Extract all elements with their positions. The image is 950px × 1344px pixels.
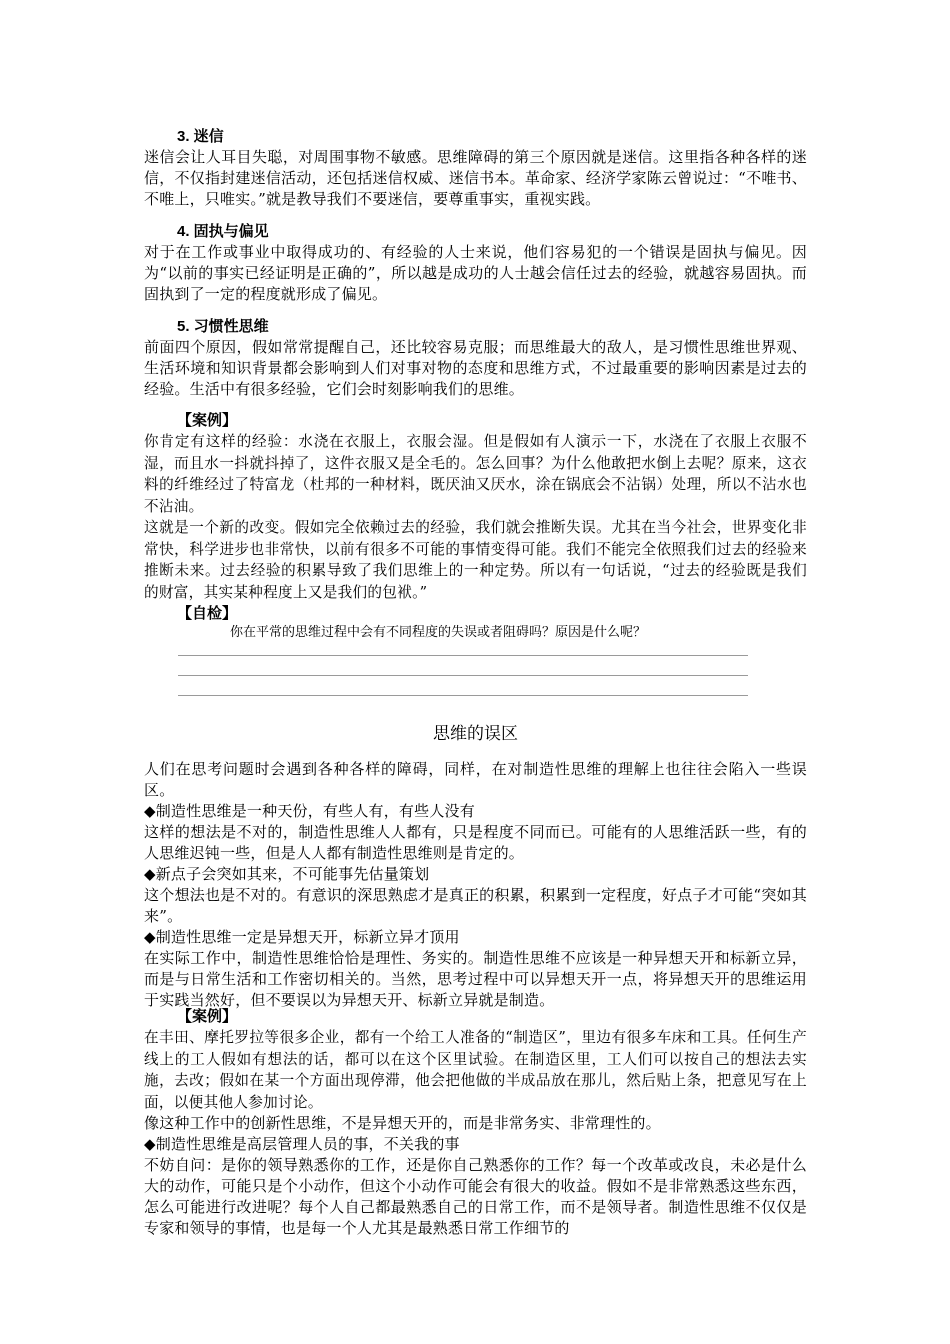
case-study-2 (144, 1006, 807, 1239)
section-heading: 4. 固执与偏见 (177, 223, 269, 240)
intro-paragraph: 人们在思考问题时会遇到各种各样的障碍，同样，在对制造性思维的理解上也往往会陷入一些误区。 (144, 760, 807, 799)
myth-explanation: 这个想法也是不对的。有意识的深思熟虑才是真正的积累，积累到一定程度，好点子才可能“突如其来”。 (144, 886, 807, 925)
section-heading: 3. 迷信 (177, 128, 224, 145)
case-paragraph-1: 你肯定有这样的经验：水浇在衣服上，衣服会湿。但是假如有人演示一下，水浇在了衣服上衣服不湿，而且水一抖就抖掉了，这件衣服又是全毛的。怎么回事？为什么他敢把水倒上去呢？原来，这衣料的纤维经过了特富龙（杜邦的一种材料，既厌油又厌水，涂在锅底会不沾锅）处理，所以不沾水也不沾油。 (144, 433, 807, 515)
self-check-label: 【自检】 (177, 605, 238, 622)
section-title: 思维的误区 (433, 724, 518, 743)
section-habitual-thinking (144, 316, 807, 400)
answer-line-1[interactable] (178, 655, 748, 656)
section-body: 迷信会让人耳目失聪，对周围事物不敏感。思维障碍的第三个原因就是迷信。这里指各种各样的迷信，不仅指封建迷信活动，还包括迷信权威、迷信书本。革命家、经济学家陈云曾说过：“不唯书、不唯上，只唯实。”就是教导我们不要迷信，要尊重事实，重视实践。 (144, 148, 807, 208)
case-paragraph: 在丰田、摩托罗拉等很多企业，都有一个给工人准备的“制造区”，里边有很多车床和工具。任何生产线上的工人假如有想法的话，都可以在这个区里试验。在制造区里，工人们可以按自己的想法去实施，去改；假如在某一个方面出现停滞，他会把他做的半成品放在那儿，然后贴上条，把意见写在上面，以便其他人参加讨论。 (144, 1029, 807, 1111)
case-paragraph-2: 这就是一个新的改变。假如完全依赖过去的经验，我们就会推断失误。尤其在当今社会，世界变化非常快，科学进步也非常快，以前有很多不可能的事情变得可能。我们不能完全依照我们过去的经验来推断未来。过去经验的积累导致了我们思维上的一种定势。所以有一句话说，“过去的经验既是我们的财富，其实某种程度上又是我们的包袱。” (144, 519, 807, 601)
section-stubbornness (144, 221, 807, 305)
myth-explanation: 不妨自问：是你的领导熟悉你的工作，还是你自己熟悉你的工作？每一个改革或改良，未必是什么大的动作，可能只是个小动作，但这个小动作可能会有很大的收益。假如不是非常熟悉这些东西，怎么可能进行改进呢？每个人自己都最熟悉自己的日常工作，而不是领导者。制造性思维不仅仅是专家和领导的事情，也是每一个人尤其是最熟悉日常工作细节的 (144, 1156, 807, 1237)
myth-explanation: 这样的想法是不对的，制造性思维人人都有，只是程度不同而已。可能有的人思维活跃一些，有的人思维迟钝一些，但是人人都有制造性思维则是肯定的。 (144, 823, 807, 862)
case-label: 【案例】 (177, 412, 238, 429)
myth-claim: ◆制造性思维是一种天份，有些人有，有些人没有 (144, 802, 475, 820)
case-label: 【案例】 (177, 1008, 238, 1025)
section-body: 对于在工作或事业中取得成功的、有经验的人士来说，他们容易犯的一个错误是固执与偏见。因为“以前的事实已经证明是正确的”，所以越是成功的人士越会信任过去的经验，就越容易固执。而固执到了一定的程度就形成了偏见。 (144, 243, 807, 303)
answer-line-3[interactable] (178, 695, 748, 696)
myth-claim: ◆新点子会突如其来，不可能事先估量策划 (144, 865, 430, 883)
myth-claim: ◆制造性思维是高层管理人员的事，不关我的事 (144, 1135, 460, 1153)
myths-section (144, 759, 807, 1011)
case-study-1 (144, 410, 807, 603)
section-heading: 5. 习惯性思维 (177, 318, 269, 335)
section-superstition (144, 126, 807, 210)
self-check-question: 你在平常的思维过程中会有不同程度的失误或者阻碍吗？原因是什么呢？ (230, 625, 647, 640)
after-case-paragraph: 像这种工作中的创新性思维，不是异想天开的，而是非常务实、非常理性的。 (144, 1114, 661, 1132)
section-body: 前面四个原因，假如常常提醒自己，还比较容易克服；而思维最大的敌人，是习惯性思维世界观、生活环境和知识背景都会影响到人们对事对物的态度和思维方式，不过最重要的影响因素是过去的经验。生活中有很多经验，它们会时刻影响我们的思维。 (144, 338, 807, 398)
section-title-block (144, 719, 807, 744)
myth-explanation: 在实际工作中，制造性思维恰恰是理性、务实的。制造性思维不应该是一种异想天开和标新立异，而是与日常生活和工作密切相关的。当然，思考过程中可以异想天开一点，将异想天开的思维运用于实践当然好，但不要误以为异想天开、标新立异就是制造。 (144, 949, 807, 1009)
myth-claim: ◆制造性思维一定是异想天开，标新立异才顶用 (144, 928, 460, 946)
answer-line-2[interactable] (178, 675, 748, 676)
self-check (144, 603, 807, 642)
